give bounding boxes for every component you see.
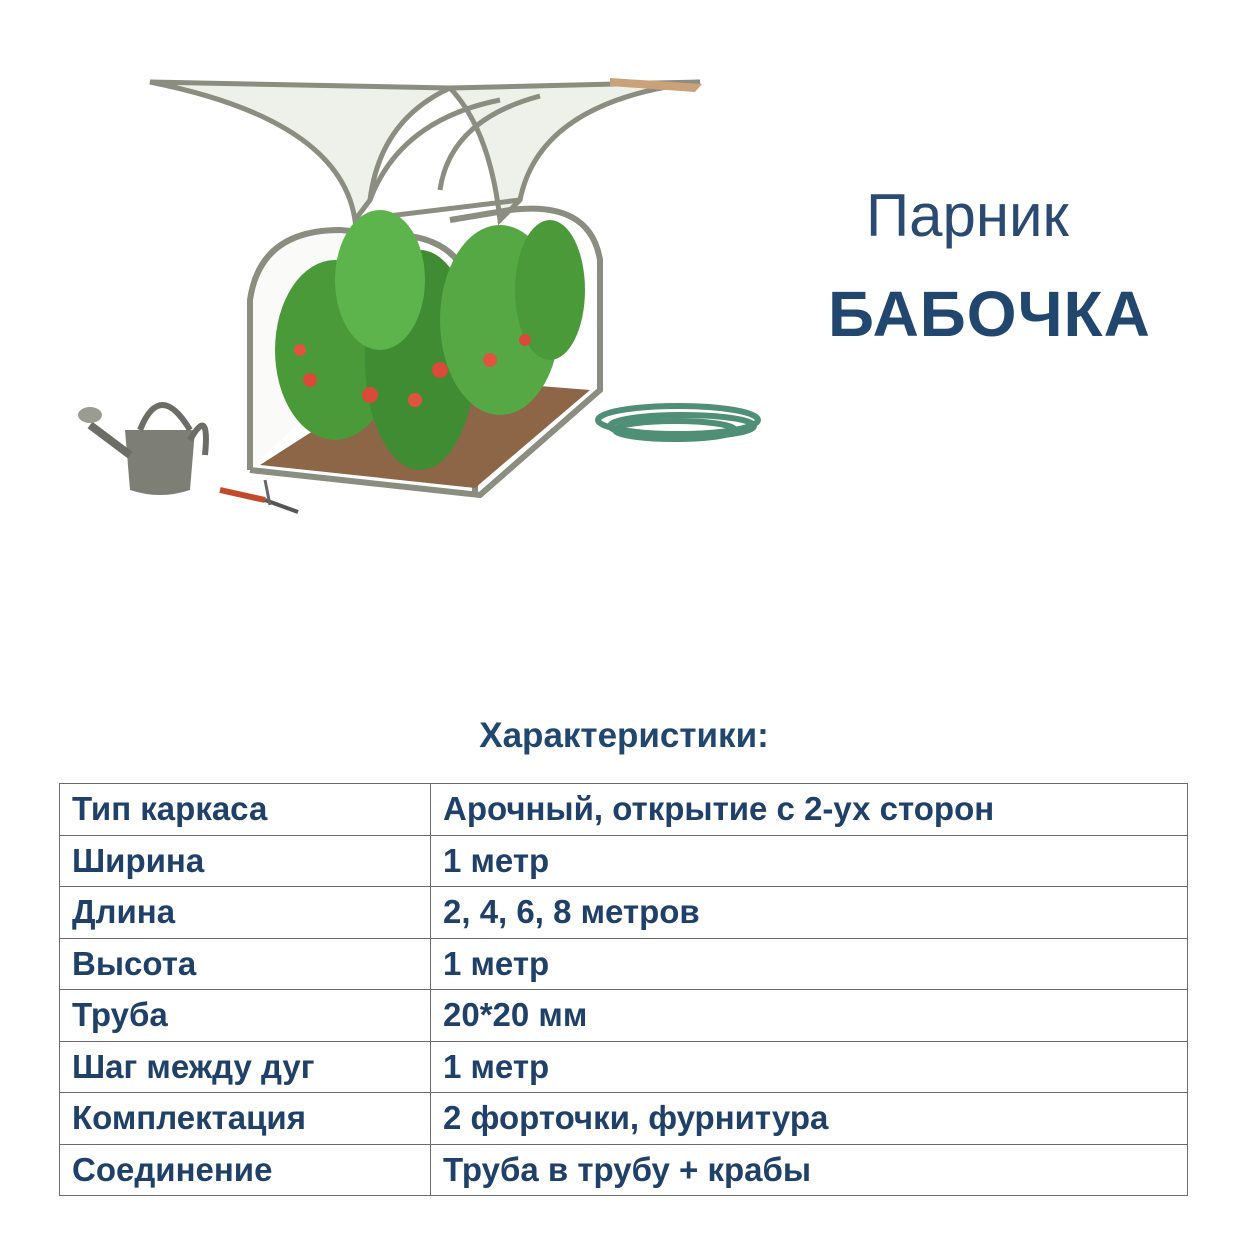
table-row — [60, 835, 1188, 887]
spec-key: Высота — [60, 938, 431, 990]
spec-value: 1 метр — [431, 938, 1188, 990]
specs-heading: Характеристики: — [479, 716, 769, 755]
spec-key: Тип каркаса — [60, 784, 431, 836]
spec-value: 20*20 мм — [431, 990, 1188, 1042]
table-row — [60, 938, 1188, 990]
garden-hose — [598, 406, 758, 439]
spec-value: 1 метр — [431, 1041, 1188, 1093]
specs-table — [59, 783, 1188, 1196]
spec-value: 2 форточки, фурнитура — [431, 1093, 1188, 1145]
greenhouse-lid — [150, 78, 702, 220]
spec-value: Труба в трубу + крабы — [431, 1144, 1188, 1196]
spec-value: 2, 4, 6, 8 метров — [431, 887, 1188, 939]
table-row — [60, 1144, 1188, 1196]
table-row — [60, 1041, 1188, 1093]
spec-key: Соединение — [60, 1144, 431, 1196]
greenhouse-illustration — [70, 60, 770, 530]
table-row — [60, 1093, 1188, 1145]
spec-key: Ширина — [60, 835, 431, 887]
watering-can — [78, 405, 206, 495]
spec-key: Труба — [60, 990, 431, 1042]
table-row — [60, 784, 1188, 836]
spec-value: Арочный, открытие с 2-ух сторон — [431, 784, 1188, 836]
spec-value: 1 метр — [431, 835, 1188, 887]
table-row — [60, 887, 1188, 939]
spec-key: Длина — [60, 887, 431, 939]
table-row — [60, 990, 1188, 1042]
pruning-shears — [220, 480, 298, 512]
spec-key: Шаг между дуг — [60, 1041, 431, 1093]
product-title-line1: Парник — [866, 182, 1069, 249]
spec-key: Комплектация — [60, 1093, 431, 1145]
product-title-line2: БАБОЧКА — [828, 278, 1151, 350]
